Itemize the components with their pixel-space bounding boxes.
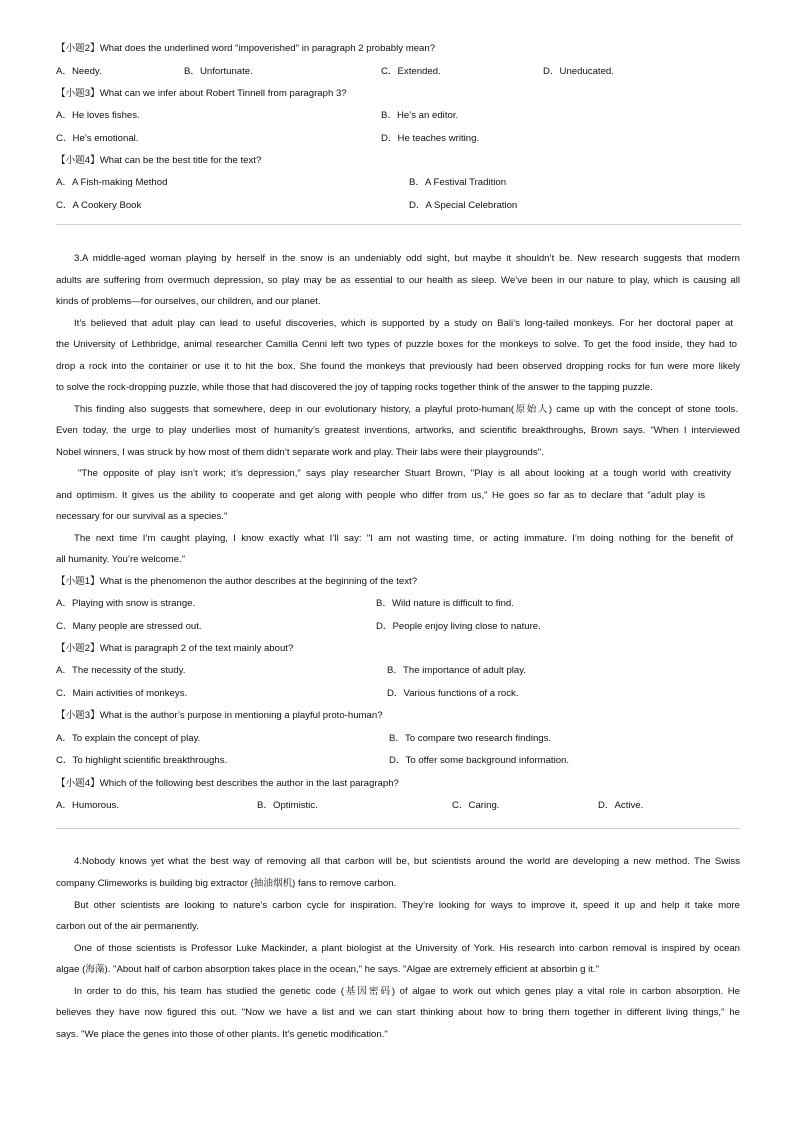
option-b: B．Wild nature is difficult to find.: [376, 598, 514, 609]
section-divider: [56, 224, 741, 225]
option-a: A．A Fish-making Method: [56, 177, 168, 188]
passage-line: to solve the rock-dropping puzzle, while those that had discovered the joy of tapping rocks together think of the answer to the tapping puzzle.: [56, 382, 653, 393]
passage-line: and optimism. It gives us the ability to cooperate and get along with people who differ from us," He goes so far as to declare that "adult play is: [56, 490, 705, 501]
passage-line: But other scientists are looking to nature’s carbon cycle for inspiration. They’re looking for ways to improve it, speed it up and help it take more: [74, 900, 740, 911]
option-a: A．Needy.: [56, 66, 102, 77]
passage-line: One of those scientists is Professor Luke Mackinder, a plant biologist at the University of York. His research into carbon removal is inspired by ocean: [74, 943, 740, 954]
passage-line: Even today, the urge to play underlies most of humanity’s greatest inventions, artworks, and scientific breakthroughs, Brown says. "When I interviewed: [56, 425, 740, 436]
question-stem: 【小题1】What is the phenomenon the author describes at the beginning of the text?: [56, 576, 418, 587]
passage-line: 3.A middle-aged woman playing by herself in the snow is an undeniably odd sight, but maybe it shouldn’t be. New research suggests that modern: [74, 253, 740, 264]
passage-line: adults are suffering from overmuch depression, so play may be as essential to our health as sleep. We’ve been in our nature to play, which is causing all: [56, 275, 740, 286]
option-d: D．Active.: [598, 800, 644, 811]
passage-line: "The opposite of play isn’t work; it’s depression," says play researcher Stuart Brown, "Play is all about looking at a tough world with creativity: [78, 468, 731, 479]
passage-line: Nobel winners, I was struck by how most of them didn’t separate work and play. Their labs were their playgrounds".: [56, 447, 544, 458]
passage-line: believes they have now figured this out. "Now we have a list and we can start thinking about how to bring them together in different living things," he: [56, 1007, 740, 1018]
option-d: D．Various functions of a rock.: [387, 688, 519, 699]
option-c: C．Extended.: [381, 66, 441, 77]
option-c: C．Many people are stressed out.: [56, 621, 202, 632]
option-b: B．To compare two research findings.: [389, 733, 552, 744]
passage-line: In order to do this, his team has studied the genetic code (基因密码) of algae to work out which genes play a vital role in carbon absorption. He: [74, 986, 740, 997]
option-c: C．Caring.: [452, 800, 500, 811]
option-d: D．People enjoy living close to nature.: [376, 621, 541, 632]
passage-line: the University of Lethbridge, animal researcher Camilla Cenni left two types of puzzle boxes for the monkeys to solve. To get the food inside, they had to: [56, 339, 737, 350]
option-d: D．A Special Celebration: [409, 200, 518, 211]
question-stem: 【小题3】What is the author’s purpose in mentioning a playful proto-human?: [56, 710, 383, 721]
passage-line: necessary for our survival as a species.": [56, 511, 228, 522]
passage-line: The next time I’m caught playing, I know exactly what I’ll say: "I am not wasting time, or acting immature. I’m doing nothing for the benefit of: [74, 533, 733, 544]
section-divider: [56, 828, 741, 829]
passage-line: algae (海藻). "About half of carbon absorption takes place in the ocean," he says. "Algae are extremely efficient at absorbin g it.": [56, 964, 600, 975]
passage-line: 4.Nobody knows yet what the best way of removing all that carbon will be, but scientists around the world are developing a new method. The Swiss: [74, 856, 740, 867]
option-a: A．The necessity of the study.: [56, 665, 186, 676]
option-b: B．A Festival Tradition: [409, 177, 507, 188]
passage-line: says. "We place the genes into those of other plants. It’s genetic modification.": [56, 1029, 388, 1040]
option-b: B．Unfortunate.: [184, 66, 253, 77]
option-a: A．He loves fishes.: [56, 110, 140, 121]
option-b: B．Optimistic.: [257, 800, 318, 811]
passage-line: all humanity. You’re welcome.": [56, 554, 186, 565]
option-a: A．Humorous.: [56, 800, 119, 811]
passage-line: carbon out of the air permanently.: [56, 921, 199, 932]
option-a: A．Playing with snow is strange.: [56, 598, 196, 609]
question-stem: 【小题2】What is paragraph 2 of the text mainly about?: [56, 643, 294, 654]
option-d: D．He teaches writing.: [381, 133, 480, 144]
option-c: C．A Cookery Book: [56, 200, 142, 211]
question-stem: 【小题3】What can we infer about Robert Tinnell from paragraph 3?: [56, 88, 347, 99]
option-d: D．To offer some background information.: [389, 755, 570, 766]
passage-line: It’s believed that adult play can lead to useful discoveries, which is supported by a study on Bali’s long-tailed monkeys. For her doctoral paper at: [74, 318, 733, 329]
passage-line: drop a rock into the container or use it to hit the box. She found the monkeys that previously had been observed dropping rocks for fun were more likely: [56, 361, 740, 372]
option-b: B．The importance of adult play.: [387, 665, 527, 676]
option-c: C．Main activities of monkeys.: [56, 688, 188, 699]
question-stem: 【小题4】Which of the following best describes the author in the last paragraph?: [56, 778, 399, 789]
option-a: A．To explain the concept of play.: [56, 733, 201, 744]
passage-line: This finding also suggests that somewhere, deep in our evolutionary history, a playful proto-human(原始人) came up with the concept of stone tools.: [74, 404, 738, 415]
question-stem: 【小题2】What does the underlined word "impoverished" in paragraph 2 probably mean?: [56, 43, 436, 54]
passage-line: company Climeworks is building big extractor (抽油烟机) fans to remove carbon.: [56, 878, 397, 889]
option-c: C．To highlight scientific breakthroughs.: [56, 755, 228, 766]
option-d: D．Uneducated.: [543, 66, 614, 77]
option-b: B．He’s an editor.: [381, 110, 459, 121]
question-stem: 【小题4】What can be the best title for the text?: [56, 155, 262, 166]
passage-line: kinds of problems—for ourselves, our children, and our planet.: [56, 296, 321, 307]
option-c: C．He’s emotional.: [56, 133, 139, 144]
